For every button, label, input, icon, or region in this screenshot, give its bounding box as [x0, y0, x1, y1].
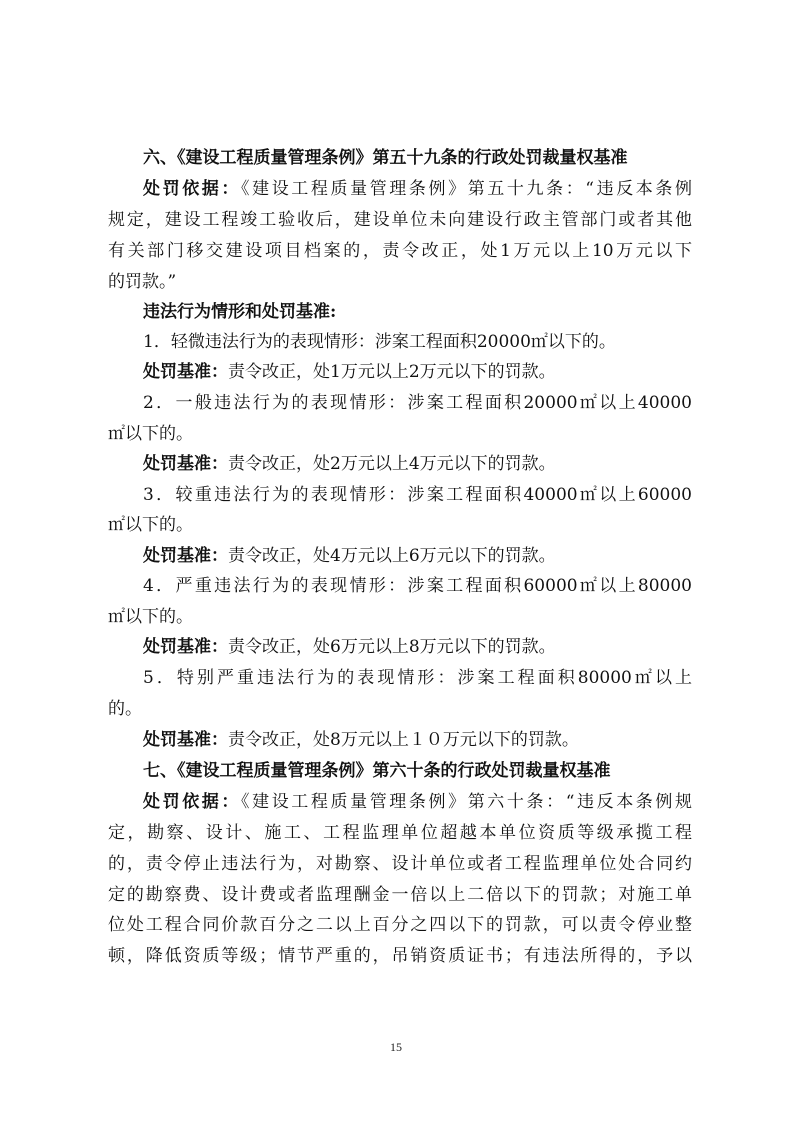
section-7-basis-line-4: 定的勘察费、设计费或者监理酬金一倍以上二倍以下的罚款；对施工单: [108, 885, 692, 905]
circumstance-2-cont: ㎡以下的。: [108, 424, 193, 444]
penalty-label: 处罚基准：: [143, 546, 228, 566]
section-6-heading: 六、《建设工程质量管理条例》第五十九条的行政处罚裁量权基准: [143, 148, 628, 168]
section-6-basis-line-3: 有关部门移交建设项目档案的，责令改正，处1万元以上10万元以下: [108, 241, 692, 261]
penalty-text: 责令改正，处2万元以上4万元以下的罚款。: [228, 454, 556, 474]
penalty-label: 处罚基准：: [143, 362, 228, 382]
circumstance-4: 4．严重违法行为的表现情形：涉案工程面积60000㎡以上80000: [143, 576, 692, 596]
penalty-2: [143, 449, 692, 479]
penalty-4: [143, 632, 692, 662]
penalty-label: 处罚基准：: [143, 454, 228, 474]
penalty-text: 责令改正，处6万元以上8万元以下的罚款。: [228, 637, 556, 657]
circumstance-4-cont: ㎡以下的。: [108, 607, 193, 627]
penalty-label: 处罚基准：: [143, 730, 228, 750]
penalty-1: [143, 357, 692, 387]
section-7-basis-line-2: 定，勘察、设计、施工、工程监理单位超越本单位资质等级承揽工程: [108, 823, 692, 843]
penalty-label: 处罚基准：: [143, 637, 228, 657]
page-number: 15: [390, 1040, 402, 1054]
penalty-5: [143, 725, 692, 755]
circumstance-2: 2．一般违法行为的表现情形：涉案工程面积20000㎡以上40000: [143, 393, 692, 413]
penalty-3: [143, 541, 692, 571]
section-6-basis-line-2: 规定，建设工程竣工验收后，建设单位未向建设行政主管部门或者其他: [108, 210, 692, 230]
section-7-basis-line-6: 顿，降低资质等级；情节严重的，吊销资质证书；有违法所得的，予以: [108, 946, 692, 966]
section-7-heading: 七、《建设工程质量管理条例》第六十条的行政处罚裁量权基准: [143, 761, 611, 781]
penalty-text: 责令改正，处4万元以上6万元以下的罚款。: [228, 546, 556, 566]
penalty-text: 责令改正，处8万元以上１０万元以下的罚款。: [228, 730, 579, 750]
circumstance-5-cont: 的。: [108, 699, 142, 719]
section-7-basis-line-5: 位处工程合同价款百分之二以上百分之四以下的罚款，可以责令停业整: [108, 915, 692, 935]
section-6-basis-line-1: [143, 174, 692, 204]
section-6-basis-line-4: 的罚款。”: [108, 272, 177, 292]
basis-label: 处罚依据：: [143, 179, 241, 199]
basis-text: 《建设工程质量管理条例》第六十条：“违反本条例规: [241, 792, 692, 812]
circumstances-heading: 违法行为情形和处罚基准:: [143, 302, 337, 322]
basis-label: 处罚依据：: [143, 792, 241, 812]
circumstance-3: 3．较重违法行为的表现情形：涉案工程面积40000㎡以上60000: [143, 485, 692, 505]
section-7-basis-line-1: [143, 787, 692, 817]
circumstance-1: 1．轻微违法行为的表现情形：涉案工程面积20000㎡以下的。: [143, 332, 616, 352]
basis-text: 《建设工程质量管理条例》第五十九条：“违反本条例: [241, 179, 692, 199]
section-7-basis-line-3: 的，责令停止违法行为，对勘察、设计单位或者工程监理单位处合同约: [108, 854, 692, 874]
penalty-text: 责令改正，处1万元以上2万元以下的罚款。: [228, 362, 556, 382]
circumstance-5: 5．特别严重违法行为的表现情形：涉案工程面积80000㎡以上: [143, 668, 692, 688]
circumstance-3-cont: ㎡以下的。: [108, 515, 193, 535]
